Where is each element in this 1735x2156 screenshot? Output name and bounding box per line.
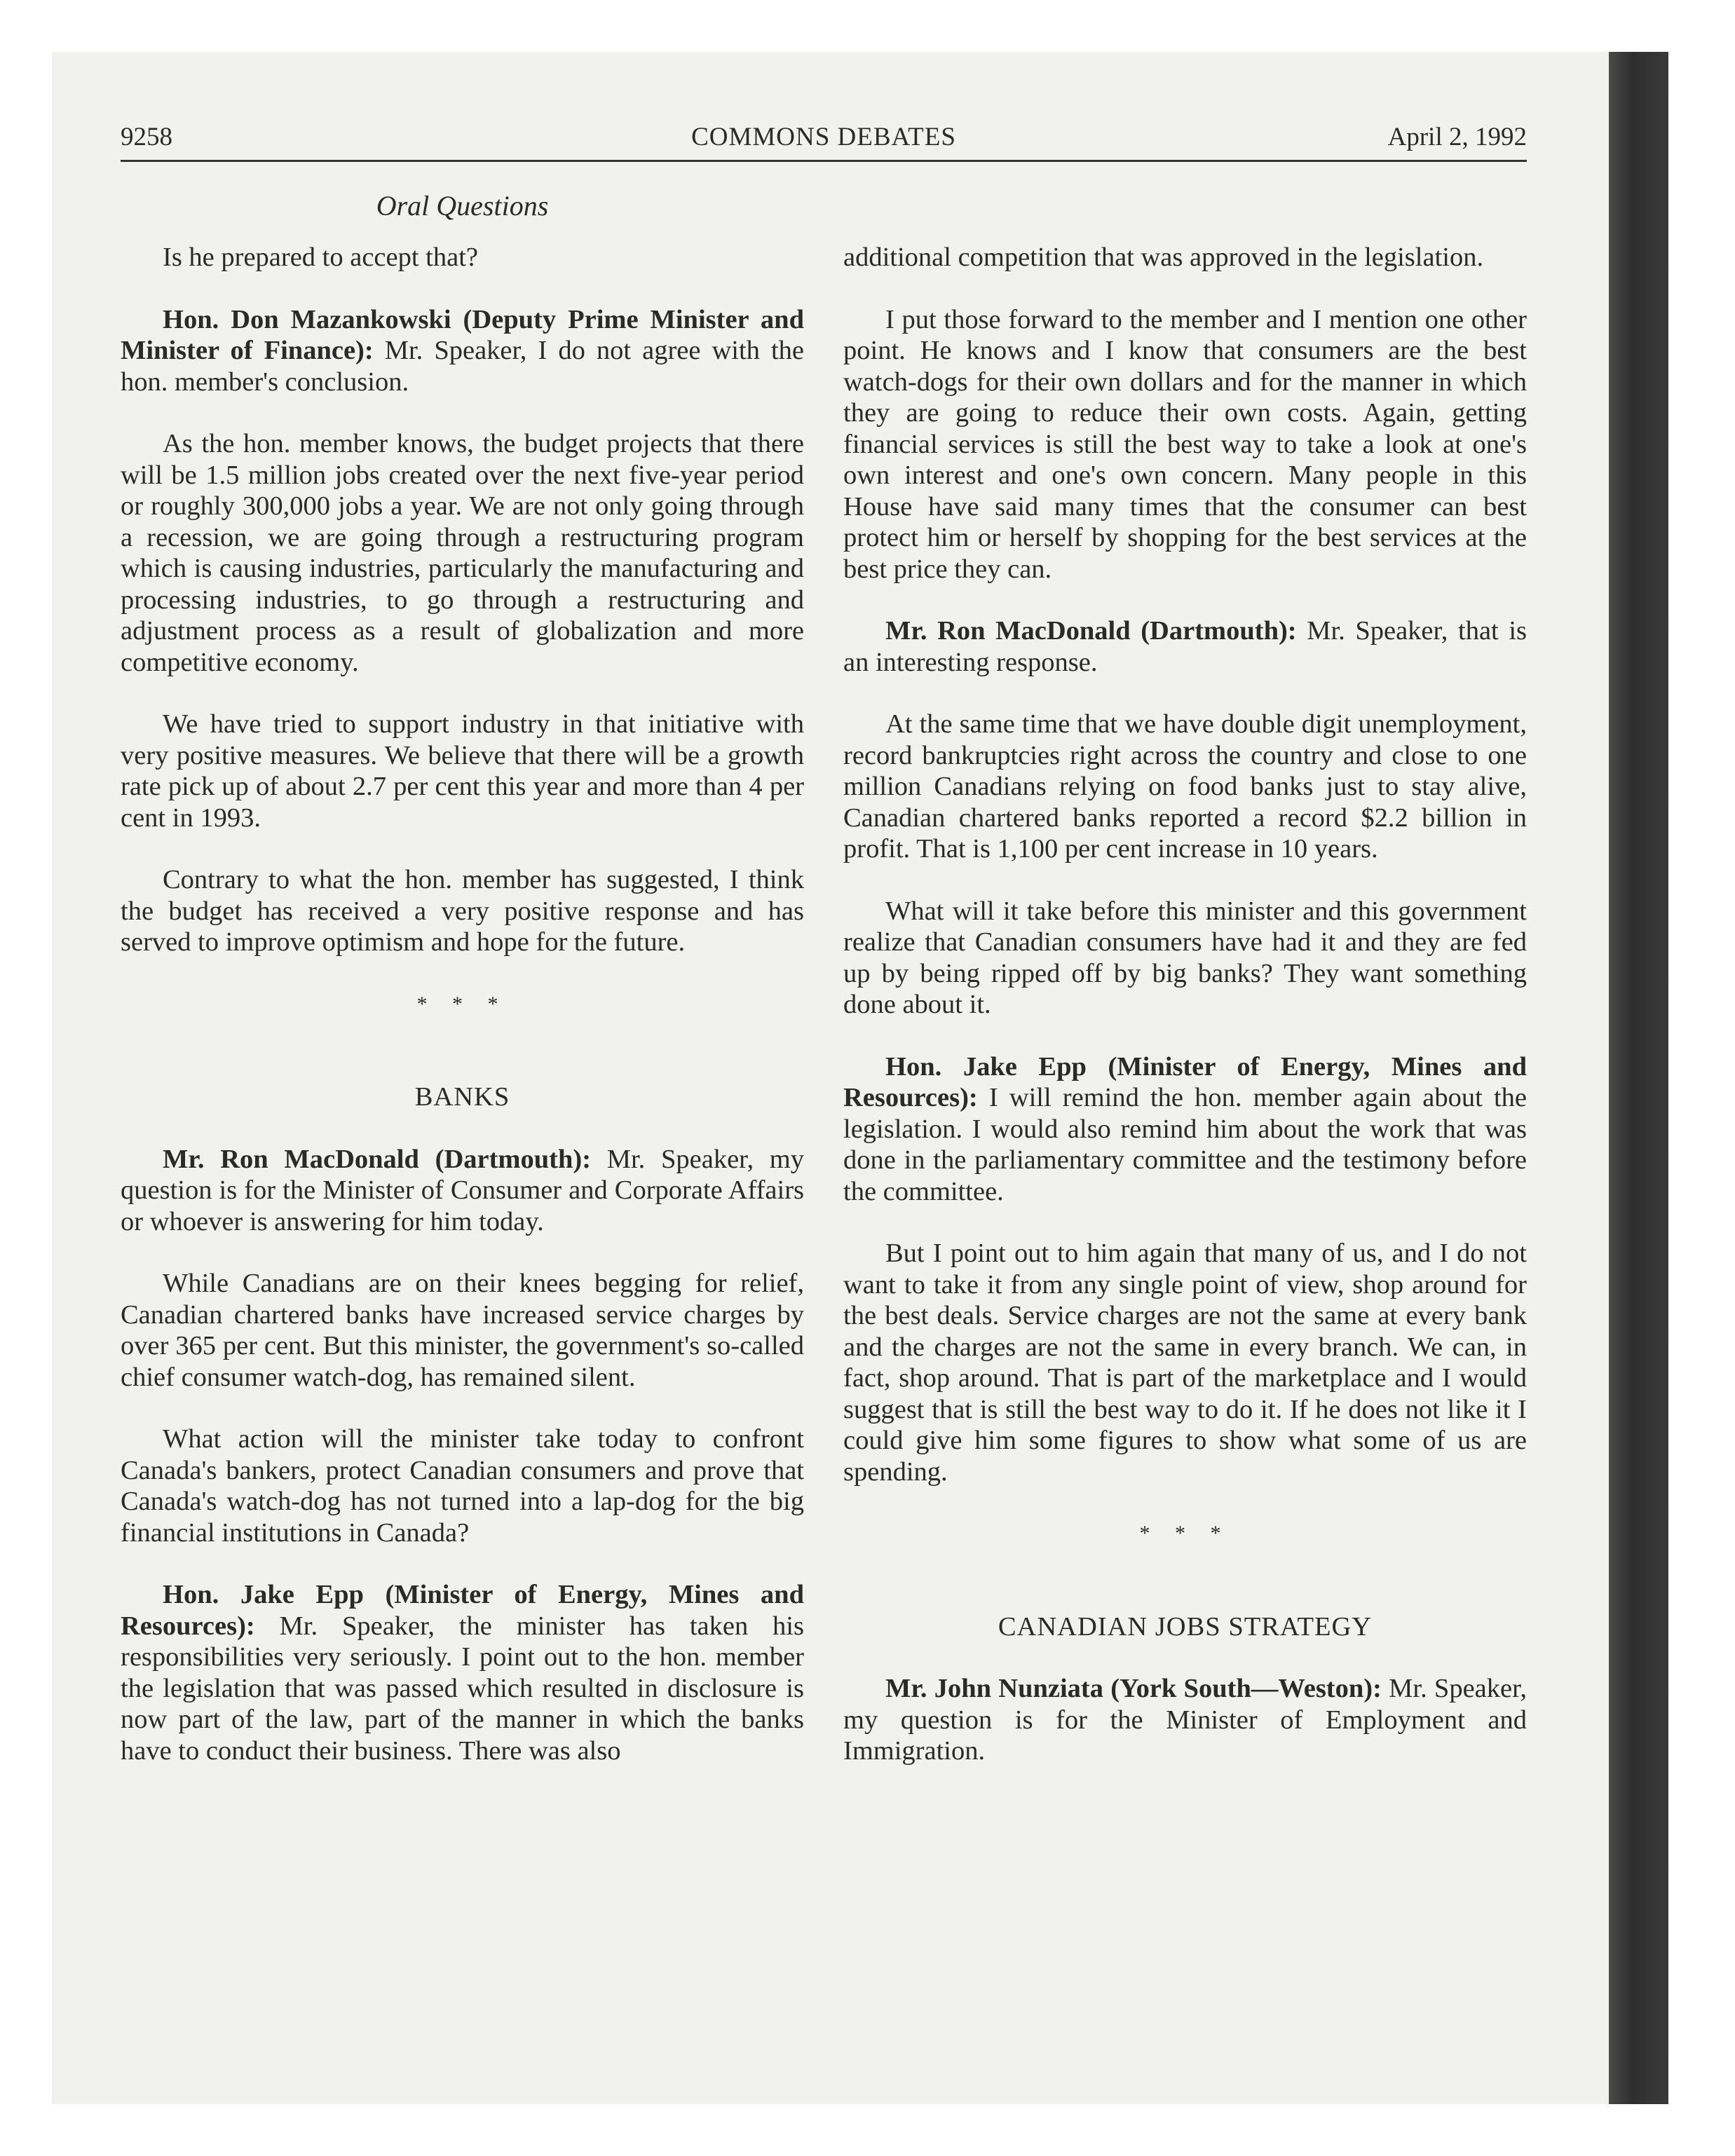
speaker-name: Hon. Jake Epp (Minister of Energy, Mines and Resources):	[843, 1051, 1527, 1112]
speaker-name: Mr. Ron MacDonald (Dartmouth):	[163, 1144, 592, 1174]
section-separator: * * *	[416, 992, 508, 1016]
speech-text: Mr. Speaker, my question is for the Minister of Employment and Immigration.	[843, 1674, 1528, 1766]
paragraph: We have tried to support industry in that initiative with very positive measures. We believe that there will be a growth rate pick up of about 2.7 per cent this year and more than 4 per cent in 1993.	[121, 709, 804, 833]
paragraph	[843, 615, 1527, 678]
paragraph: Contrary to what the hon. member has suggested, I think the budget has received a very positive response and has served to improve optimism and hope for the future.	[121, 865, 804, 957]
section-separator: * * *	[1139, 1522, 1231, 1545]
subheading: CANADIAN JOBS STRATEGY	[998, 1611, 1373, 1642]
paragraph: As the hon. member knows, the budget projects that there will be 1.5 million jobs created over the next five-year period or roughly 300,000 jobs a year. We are not only going through a recession, we are going through a restructuring program which is causing industries, particularly the manufacturing and processing industries, to go through a restructuring and adjustment process as a result of globalization and more competitive economy.	[121, 429, 804, 677]
speaker-name: Mr. Ron MacDonald (Dartmouth):	[885, 616, 1297, 646]
section-heading: Oral Questions	[376, 190, 549, 221]
paragraph: I put those forward to the member and I mention one other point. He knows and I know that consumers are the best watch-dogs for their own dollars and for the manner in which they are going to reduce their own costs. Again, getting financial services is still the best way to take a look at one's own interest and one's own concern. Many people in this House have said many times that the consumer can best protect him or herself by shopping for the best services at the best price they can.	[843, 304, 1527, 584]
paragraph	[121, 1144, 804, 1238]
speech-text: I will remind the hon. member again about the legislation. I would also remind him about the work that was done in the parliamentary committee and the testimony before the committee.	[843, 1083, 1527, 1206]
paragraph: At the same time that we have double digit unemployment, record bankruptcies right across the country and close to one million Canadians relying on food banks just to stay alive, Canadian chartered banks reported a record $2.2 billion in profit. That is 1,100 per cent increase in 10 years.	[843, 709, 1527, 864]
paragraph: While Canadians are on their knees begging for relief, Canadian chartered banks have increased service charges by over 365 per cent. But this minister, the government's so-called chief consumer watch-dog, has remained silent.	[121, 1269, 804, 1392]
speech-text: Mr. Speaker, the minister has taken his responsibilities very seriously. I point out to the hon. member the legislation that was passed which resulted in disclosure is now part of the law, part of the manner in which the banks have to conduct their business. There was also	[121, 1611, 804, 1766]
paragraph: additional competition that was approved in the legislation.	[843, 243, 1484, 272]
binding-edge	[1609, 52, 1668, 2104]
page-number: 9258	[121, 123, 172, 151]
speech-text: Mr. Speaker, my question is for the Minister of Consumer and Corporate Affairs or whoever is answering for him today.	[121, 1144, 804, 1236]
left-column	[121, 242, 804, 1797]
page-header	[121, 122, 1527, 161]
subheading: BANKS	[414, 1082, 510, 1112]
speech-text: Mr. Speaker, I do not agree with the hon. member's conclusion.	[121, 336, 805, 397]
page-date: April 2, 1992	[1387, 123, 1527, 151]
speaker-name: Hon. Don Mazankowski (Deputy Prime Minister and Minister of Finance):	[121, 304, 804, 365]
paragraph: What will it take before this minister and this government realize that Canadian consumers have had it and they are fed up by being ripped off by big banks? They want something done about it.	[843, 896, 1527, 1019]
paragraph	[843, 1673, 1527, 1767]
paragraph: But I point out to him again that many of us, and I do not want to take it from any single point of view, shop around for the best deals. Service charges are not the same at every bank and the charges are not the same in every branch. We can, in fact, shop around. That is part of the marketplace and I would suggest that is still the best way to do it. If he does not like it I could give him some figures to show what some of us are spending.	[843, 1239, 1527, 1487]
paragraph: What action will the minister take today to confront Canada's bankers, protect Canadian consumers and prove that Canada's watch-dog has not turned into a lap-dog for the big financial institutions in Canada?	[121, 1424, 804, 1548]
paragraph	[121, 304, 804, 398]
paragraph	[843, 1051, 1527, 1208]
speech-text: Mr. Speaker, that is an interesting response.	[843, 616, 1528, 677]
header-rule	[121, 160, 1527, 162]
speaker-name: Hon. Jake Epp (Minister of Energy, Mines and Resources):	[121, 1580, 804, 1641]
right-column	[843, 242, 1527, 1798]
paragraph	[121, 1579, 804, 1766]
speaker-name: Mr. John Nunziata (York South—Weston):	[885, 1674, 1382, 1703]
journal-title: COMMONS DEBATES	[691, 123, 956, 151]
paragraph: Is he prepared to accept that?	[163, 243, 478, 272]
